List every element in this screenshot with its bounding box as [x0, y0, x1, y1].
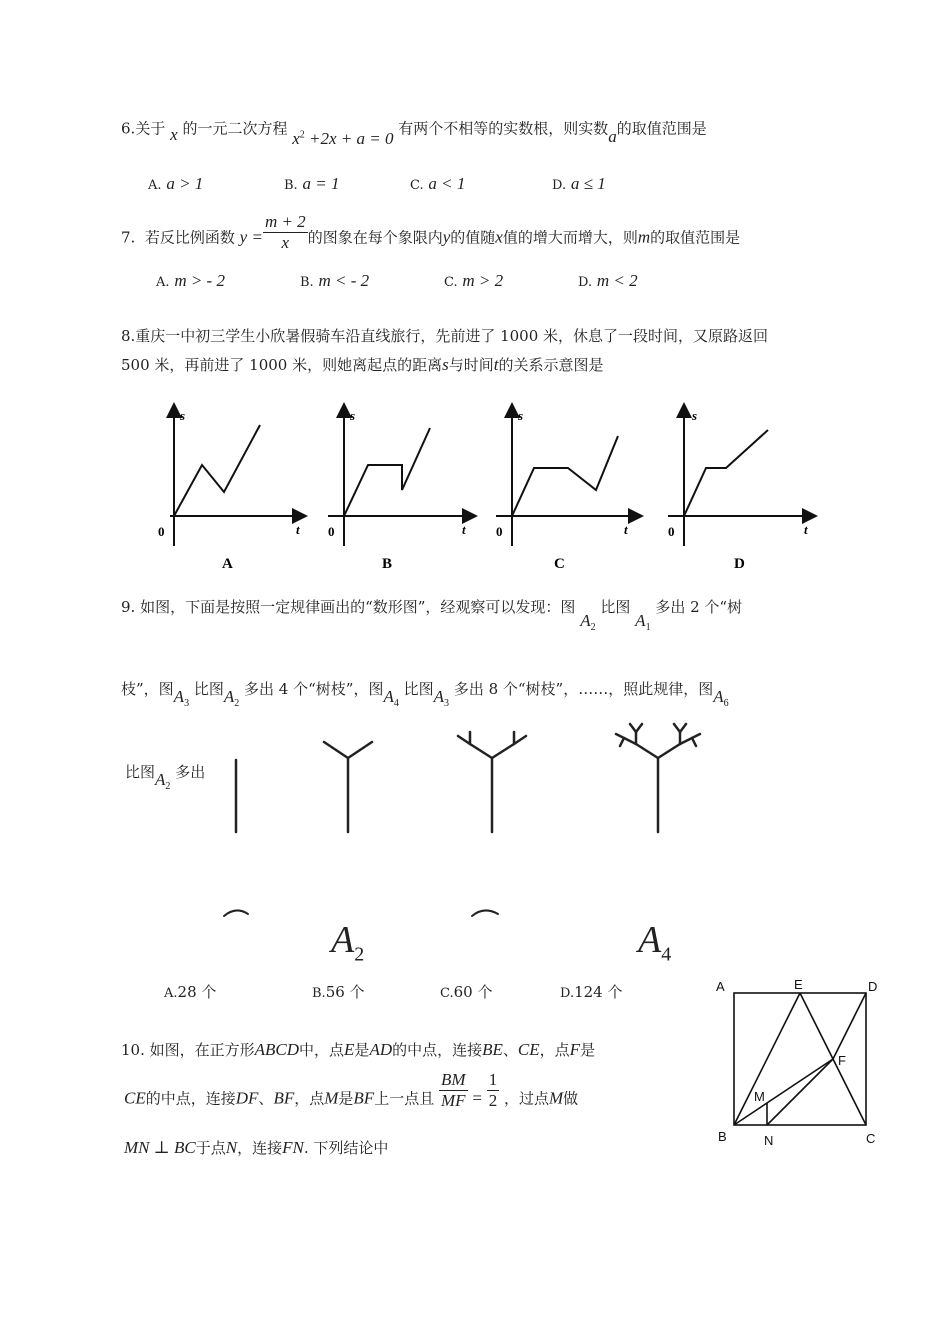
q7-text: 值的增大而增大，则: [502, 228, 638, 247]
label-m: M: [754, 1089, 765, 1104]
q9-tree-figures: [200, 720, 720, 920]
q7-y-eq: y =: [239, 227, 263, 247]
graph-a-t-label: t: [296, 522, 300, 537]
q7-fraction: $\frac{m + 2}{x}$: [264, 212, 306, 252]
graph-a-origin: 0: [158, 524, 165, 539]
q7-text: 的值随: [450, 228, 496, 247]
graph-d-curve: [684, 430, 768, 516]
q6-text: 有两个不相等的实数根，则实数: [398, 119, 609, 138]
q10-fraction-bm-mf: $\frac{BM}{MF}$: [441, 1070, 466, 1110]
graph-c-s-label: s: [518, 408, 524, 423]
big-label-a2: $A_2$: [331, 919, 365, 966]
q10-line-1: 10. 如图，在正方形ABCD中，点E是AD的中点，连接BE、CE，点F是: [121, 1040, 596, 1059]
q6-text: 关于: [135, 119, 166, 138]
graph-d-s-label: s: [692, 408, 698, 423]
segment-df: [833, 993, 866, 1059]
q7-number: 7.: [121, 228, 136, 247]
label-c: C: [866, 1131, 876, 1146]
q9-option-c[interactable]: C.60 个: [440, 983, 493, 1001]
q7-text: 若反比例函数: [144, 228, 235, 247]
q9-line-1: 9. 如图，下面是按照一定规律画出的“数形图”，经观察可以发现：图 $A_2$ 比图 $A_1$ 多出 2 个“树: [121, 598, 743, 633]
graph-b-curve: [344, 428, 430, 516]
q6-option-b[interactable]: B. a = 1: [284, 174, 340, 193]
big-label-a4: $A_4$: [638, 919, 672, 966]
q7-var-m: m: [637, 227, 651, 247]
q9-line-3: 比图$A_2$ 多出: [125, 763, 206, 792]
label-e: E: [794, 977, 803, 992]
tree-a4: [616, 724, 700, 832]
q6-equation: $x^2 +2x + a = 0$: [292, 128, 394, 148]
q10-line-2: CE的中点，连接DF、BF，点M是BF上一点且 $\frac{BM}{MF}$ = $\frac{1}{2}$ ，过点M做: [124, 1070, 579, 1110]
tree-a3: [458, 732, 526, 832]
q8-line-2: 500 米，再前进了 1000 米，则她离起点的距离s与时间t的关系示意图是: [121, 355, 604, 374]
q7-var-x: x: [495, 227, 503, 247]
q6-option-c[interactable]: C. a < 1: [410, 174, 466, 193]
graph-c-origin: 0: [496, 524, 503, 539]
q9-option-d[interactable]: D.124 个: [560, 983, 623, 1001]
q6-var-a: a: [608, 126, 617, 146]
label-d: D: [868, 979, 878, 994]
graph-d-t-label: t: [804, 522, 808, 537]
graph-c-curve: [512, 436, 618, 516]
q6-number: 6.: [121, 119, 136, 138]
q6-option-a[interactable]: A. a > 1: [148, 174, 204, 193]
label-a: A: [716, 979, 725, 994]
q7-option-a[interactable]: A. m > - 2: [156, 271, 225, 290]
question-6: [121, 115, 707, 148]
cropped-mark: [224, 910, 248, 916]
graph-b-label: B: [382, 556, 393, 572]
q9-option-b[interactable]: B.56 个: [312, 983, 365, 1001]
segment-bf: [734, 1059, 833, 1125]
q7-option-b[interactable]: B. m < - 2: [300, 271, 370, 290]
label-n: N: [764, 1133, 774, 1148]
segment-fn: [767, 1059, 833, 1125]
graph-a-curve: [174, 425, 260, 516]
q7-var-y: y: [442, 227, 451, 247]
q9-line-2: 枝”，图$A_3$ 比图$A_2$ 多出 4 个“树枝”，图$A_4$ 比图$A_3$ 多出 8 个“树枝”，……，照此规律，图$A_6$: [121, 680, 729, 709]
graph-c[interactable]: [496, 408, 636, 572]
q8-graphs: [140, 398, 830, 578]
q7-text: 的取值范围是: [650, 228, 741, 247]
q6-text: 的取值范围是: [616, 119, 707, 138]
q6-var-x: x: [170, 124, 178, 144]
graph-a-label: A: [222, 556, 233, 572]
question-7: [121, 212, 741, 253]
square-abcd: [734, 993, 866, 1125]
graph-d-label: D: [734, 556, 745, 572]
graph-d[interactable]: [668, 408, 810, 572]
q6-option-d[interactable]: D. a ≤ 1: [552, 174, 606, 193]
q7-option-d[interactable]: D. m < 2: [578, 271, 638, 290]
q6-text: 的一元二次方程: [182, 119, 288, 138]
graph-b[interactable]: [328, 408, 470, 572]
graph-b-s-label: s: [350, 408, 356, 423]
q10-square-figure: [710, 975, 890, 1155]
label-f: F: [838, 1053, 846, 1068]
q7-text: 的图象在每个象限内: [307, 228, 443, 247]
q10-line-3: MN ⊥ BC于点N，连接FN. 下列结论中: [124, 1138, 389, 1157]
graph-d-origin: 0: [668, 524, 675, 539]
tree-a2: [324, 742, 372, 832]
cropped-mark: [472, 910, 498, 916]
graph-b-origin: 0: [328, 524, 335, 539]
q10-fraction-half: $\frac{1}{2}$: [488, 1070, 498, 1110]
graph-b-t-label: t: [462, 522, 466, 537]
graph-a-s-label: s: [180, 408, 186, 423]
q7-option-c[interactable]: C. m > 2: [444, 271, 504, 290]
graph-c-label: C: [554, 556, 565, 572]
label-b: B: [718, 1129, 727, 1144]
graph-c-t-label: t: [624, 522, 628, 537]
q8-line-1: 8.重庆一中初三学生小欣暑假骑车沿直线旅行，先前进了 1000 米，休息了一段时间，又原路返回: [121, 327, 769, 345]
graph-a[interactable]: [158, 408, 300, 572]
q9-option-a[interactable]: A.28 个: [164, 983, 217, 1001]
